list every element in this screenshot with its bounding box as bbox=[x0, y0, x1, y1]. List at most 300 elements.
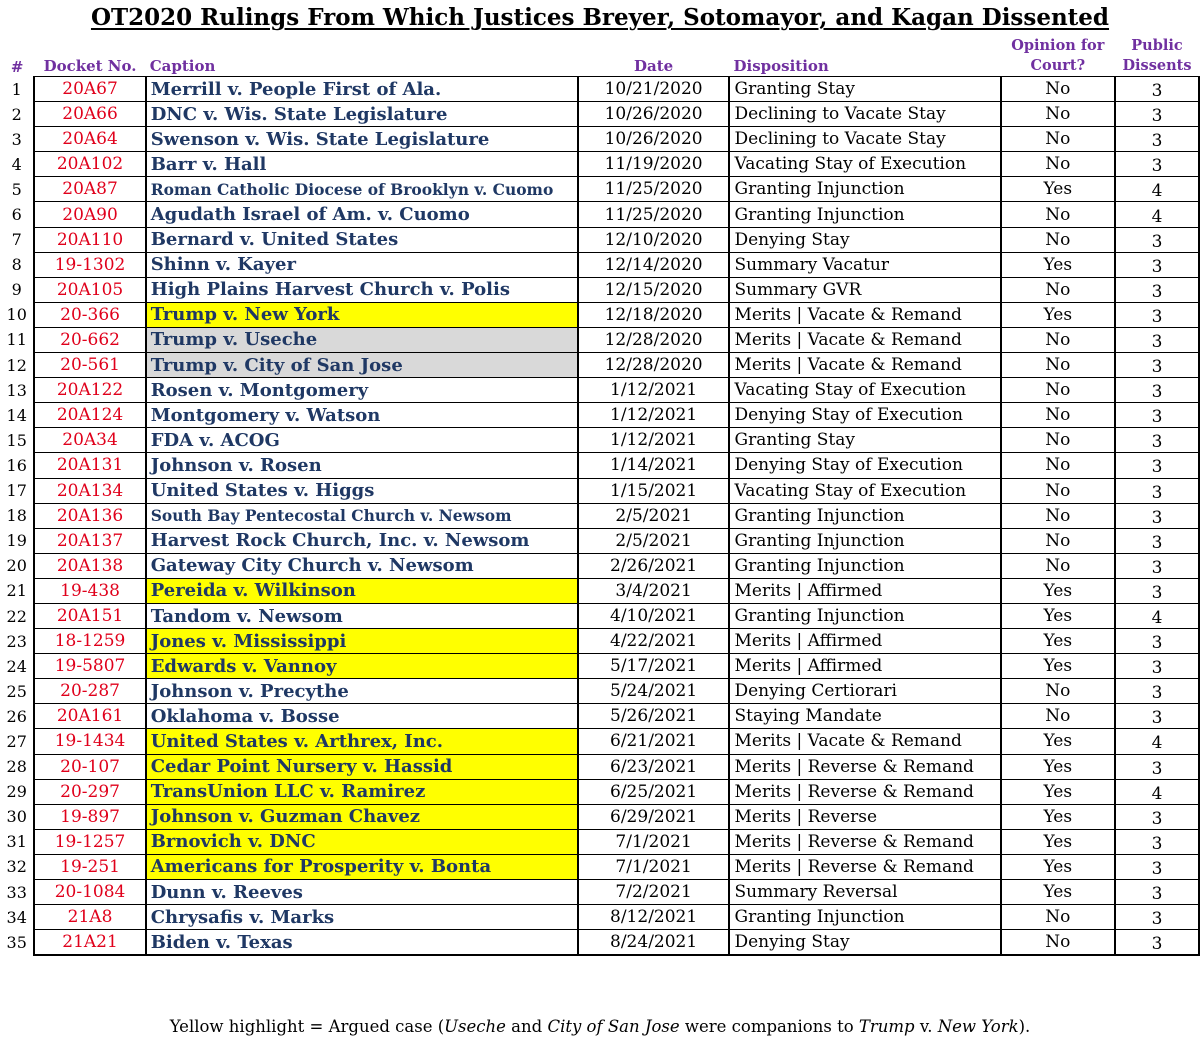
case-caption: Agudath Israel of Am. v. Cuomo bbox=[146, 202, 578, 227]
ruling-date: 12/10/2020 bbox=[578, 227, 730, 252]
opinion-for-court: No bbox=[1001, 202, 1115, 227]
case-caption: United States v. Higgs bbox=[146, 478, 578, 503]
disposition: Granting Injunction bbox=[729, 603, 1000, 628]
footnote-trump: Trump bbox=[858, 1017, 915, 1036]
ruling-date: 8/24/2021 bbox=[578, 930, 730, 956]
docket-number: 20-107 bbox=[34, 754, 145, 779]
table-row bbox=[0, 603, 1199, 628]
ruling-date: 1/14/2021 bbox=[578, 453, 730, 478]
ruling-date: 7/1/2021 bbox=[578, 854, 730, 879]
public-dissents: 3 bbox=[1115, 428, 1199, 453]
public-dissents: 3 bbox=[1115, 754, 1199, 779]
table-row bbox=[0, 378, 1199, 403]
table-row bbox=[0, 880, 1199, 905]
header-caption: Caption bbox=[149, 57, 216, 75]
table-row bbox=[0, 629, 1199, 654]
opinion-for-court: Yes bbox=[1001, 578, 1115, 603]
opinion-for-court: No bbox=[1001, 428, 1115, 453]
ruling-date: 10/21/2020 bbox=[578, 77, 730, 102]
public-dissents: 3 bbox=[1115, 227, 1199, 252]
opinion-for-court: No bbox=[1001, 327, 1115, 352]
ruling-date: 2/5/2021 bbox=[578, 528, 730, 553]
ruling-date: 12/28/2020 bbox=[578, 353, 730, 378]
public-dissents: 3 bbox=[1115, 403, 1199, 428]
ruling-date: 11/25/2020 bbox=[578, 177, 730, 202]
docket-number: 20A105 bbox=[34, 277, 145, 302]
public-dissents: 3 bbox=[1115, 528, 1199, 553]
header-docket: Docket No. bbox=[43, 57, 137, 75]
case-caption: Roman Catholic Diocese of Brooklyn v. Cuomo bbox=[146, 177, 578, 202]
case-caption: United States v. Arthrex, Inc. bbox=[146, 729, 578, 754]
disposition: Declining to Vacate Stay bbox=[729, 127, 1000, 152]
docket-number: 20A67 bbox=[34, 77, 145, 102]
table-row bbox=[0, 302, 1199, 327]
docket-number: 20-287 bbox=[34, 679, 145, 704]
opinion-for-court: No bbox=[1001, 930, 1115, 956]
header-opinion-line2: Court? bbox=[1030, 57, 1086, 74]
row-number: 17 bbox=[6, 481, 27, 501]
opinion-for-court: Yes bbox=[1001, 754, 1115, 779]
docket-number: 20A34 bbox=[34, 428, 145, 453]
row-number: 18 bbox=[6, 506, 27, 526]
public-dissents: 3 bbox=[1115, 880, 1199, 905]
public-dissents: 3 bbox=[1115, 152, 1199, 177]
table-row bbox=[0, 327, 1199, 352]
docket-number: 20A124 bbox=[34, 403, 145, 428]
table-row bbox=[0, 478, 1199, 503]
table-row bbox=[0, 729, 1199, 754]
public-dissents: 3 bbox=[1115, 804, 1199, 829]
disposition: Merits | Reverse & Remand bbox=[729, 779, 1000, 804]
case-caption: DNC v. Wis. State Legislature bbox=[146, 102, 578, 127]
docket-number: 19-5807 bbox=[34, 654, 145, 679]
disposition: Merits | Vacate & Remand bbox=[729, 353, 1000, 378]
ruling-date: 12/28/2020 bbox=[578, 327, 730, 352]
case-caption: Bernard v. United States bbox=[146, 227, 578, 252]
disposition: Denying Stay bbox=[729, 930, 1000, 956]
case-caption: FDA v. ACOG bbox=[146, 428, 578, 453]
disposition: Vacating Stay of Execution bbox=[729, 152, 1000, 177]
row-number: 1 bbox=[11, 79, 22, 99]
ruling-date: 1/15/2021 bbox=[578, 478, 730, 503]
header-opinion bbox=[1001, 36, 1115, 77]
disposition: Granting Injunction bbox=[729, 503, 1000, 528]
table-row bbox=[0, 353, 1199, 378]
docket-number: 21A8 bbox=[34, 905, 145, 930]
ruling-date: 12/15/2020 bbox=[578, 277, 730, 302]
case-caption: Shinn v. Kayer bbox=[146, 252, 578, 277]
disposition: Merits | Vacate & Remand bbox=[729, 302, 1000, 327]
table-row bbox=[0, 277, 1199, 302]
disposition: Denying Stay of Execution bbox=[729, 403, 1000, 428]
row-number: 28 bbox=[6, 757, 27, 777]
public-dissents: 4 bbox=[1115, 177, 1199, 202]
opinion-for-court: Yes bbox=[1001, 603, 1115, 628]
table-row bbox=[0, 77, 1199, 102]
table-row bbox=[0, 152, 1199, 177]
public-dissents: 3 bbox=[1115, 578, 1199, 603]
case-caption: Johnson v. Guzman Chavez bbox=[146, 804, 578, 829]
row-number: 22 bbox=[6, 606, 27, 626]
case-caption: High Plains Harvest Church v. Polis bbox=[146, 277, 578, 302]
opinion-for-court: No bbox=[1001, 478, 1115, 503]
case-caption: Rosen v. Montgomery bbox=[146, 378, 578, 403]
disposition: Vacating Stay of Execution bbox=[729, 478, 1000, 503]
ruling-date: 10/26/2020 bbox=[578, 127, 730, 152]
public-dissents: 3 bbox=[1115, 679, 1199, 704]
table-row bbox=[0, 528, 1199, 553]
ruling-date: 12/18/2020 bbox=[578, 302, 730, 327]
ruling-date: 8/12/2021 bbox=[578, 905, 730, 930]
table-row bbox=[0, 177, 1199, 202]
table-row bbox=[0, 503, 1199, 528]
ruling-date: 7/2/2021 bbox=[578, 880, 730, 905]
ruling-date: 11/25/2020 bbox=[578, 202, 730, 227]
ruling-date: 2/26/2021 bbox=[578, 553, 730, 578]
row-number: 4 bbox=[11, 154, 22, 174]
public-dissents: 3 bbox=[1115, 654, 1199, 679]
public-dissents: 3 bbox=[1115, 629, 1199, 654]
footnote-useche: Useche bbox=[444, 1017, 506, 1036]
disposition: Merits | Reverse & Remand bbox=[729, 829, 1000, 854]
case-caption: TransUnion LLC v. Ramirez bbox=[146, 779, 578, 804]
ruling-date: 1/12/2021 bbox=[578, 428, 730, 453]
public-dissents: 3 bbox=[1115, 905, 1199, 930]
ruling-date: 1/12/2021 bbox=[578, 378, 730, 403]
opinion-for-court: No bbox=[1001, 453, 1115, 478]
docket-number: 20A136 bbox=[34, 503, 145, 528]
header-num: # bbox=[10, 57, 24, 76]
case-caption: Tandom v. Newsom bbox=[146, 603, 578, 628]
public-dissents: 3 bbox=[1115, 102, 1199, 127]
table-row bbox=[0, 704, 1199, 729]
table-row bbox=[0, 252, 1199, 277]
docket-number: 19-251 bbox=[34, 854, 145, 879]
public-dissents: 4 bbox=[1115, 202, 1199, 227]
row-number: 6 bbox=[11, 205, 22, 225]
opinion-for-court: Yes bbox=[1001, 779, 1115, 804]
table-row bbox=[0, 202, 1199, 227]
case-caption: Oklahoma v. Bosse bbox=[146, 704, 578, 729]
footnote-part4: v. bbox=[914, 1017, 938, 1036]
opinion-for-court: No bbox=[1001, 503, 1115, 528]
opinion-for-court: Yes bbox=[1001, 654, 1115, 679]
ruling-date: 5/24/2021 bbox=[578, 679, 730, 704]
ruling-date: 3/4/2021 bbox=[578, 578, 730, 603]
disposition: Granting Injunction bbox=[729, 177, 1000, 202]
opinion-for-court: No bbox=[1001, 553, 1115, 578]
docket-number: 19-438 bbox=[34, 578, 145, 603]
table-row bbox=[0, 428, 1199, 453]
ruling-date: 10/26/2020 bbox=[578, 102, 730, 127]
opinion-for-court: No bbox=[1001, 403, 1115, 428]
case-caption: Johnson v. Rosen bbox=[146, 453, 578, 478]
disposition: Declining to Vacate Stay bbox=[729, 102, 1000, 127]
public-dissents: 3 bbox=[1115, 553, 1199, 578]
disposition: Merits | Affirmed bbox=[729, 629, 1000, 654]
opinion-for-court: No bbox=[1001, 679, 1115, 704]
public-dissents: 4 bbox=[1115, 779, 1199, 804]
docket-number: 20-297 bbox=[34, 779, 145, 804]
opinion-for-court: No bbox=[1001, 127, 1115, 152]
opinion-for-court: No bbox=[1001, 77, 1115, 102]
docket-number: 20A151 bbox=[34, 603, 145, 628]
ruling-date: 5/17/2021 bbox=[578, 654, 730, 679]
public-dissents: 3 bbox=[1115, 453, 1199, 478]
public-dissents: 3 bbox=[1115, 302, 1199, 327]
opinion-for-court: No bbox=[1001, 152, 1115, 177]
row-number: 32 bbox=[6, 857, 27, 877]
opinion-for-court: No bbox=[1001, 528, 1115, 553]
row-number: 19 bbox=[6, 531, 27, 551]
disposition: Merits | Affirmed bbox=[729, 578, 1000, 603]
table-row bbox=[0, 779, 1199, 804]
opinion-for-court: Yes bbox=[1001, 302, 1115, 327]
public-dissents: 3 bbox=[1115, 378, 1199, 403]
public-dissents: 3 bbox=[1115, 277, 1199, 302]
row-number: 35 bbox=[6, 932, 27, 952]
disposition: Vacating Stay of Execution bbox=[729, 378, 1000, 403]
row-number: 2 bbox=[11, 104, 22, 124]
header-dissents bbox=[1115, 36, 1199, 77]
row-number: 26 bbox=[6, 706, 27, 726]
case-caption: Merrill v. People First of Ala. bbox=[146, 77, 578, 102]
ruling-date: 12/14/2020 bbox=[578, 252, 730, 277]
public-dissents: 3 bbox=[1115, 503, 1199, 528]
case-caption: Biden v. Texas bbox=[146, 930, 578, 956]
docket-number: 20A134 bbox=[34, 478, 145, 503]
disposition: Summary GVR bbox=[729, 277, 1000, 302]
row-number: 23 bbox=[6, 631, 27, 651]
case-caption: Edwards v. Vannoy bbox=[146, 654, 578, 679]
table-row bbox=[0, 754, 1199, 779]
case-caption: Chrysafis v. Marks bbox=[146, 905, 578, 930]
row-number: 30 bbox=[6, 807, 27, 827]
case-caption: Montgomery v. Watson bbox=[146, 403, 578, 428]
docket-number: 20-561 bbox=[34, 353, 145, 378]
disposition: Summary Vacatur bbox=[729, 252, 1000, 277]
disposition: Merits | Vacate & Remand bbox=[729, 327, 1000, 352]
opinion-for-court: Yes bbox=[1001, 854, 1115, 879]
docket-number: 20A66 bbox=[34, 102, 145, 127]
opinion-for-court: Yes bbox=[1001, 252, 1115, 277]
header-dissents-line1: Public bbox=[1131, 37, 1183, 54]
disposition: Staying Mandate bbox=[729, 704, 1000, 729]
footnote-part2: and bbox=[505, 1017, 548, 1036]
case-caption: Americans for Prosperity v. Bonta bbox=[146, 854, 578, 879]
opinion-for-court: Yes bbox=[1001, 177, 1115, 202]
table-row bbox=[0, 227, 1199, 252]
public-dissents: 3 bbox=[1115, 77, 1199, 102]
row-number: 25 bbox=[6, 681, 27, 701]
case-caption: Gateway City Church v. Newsom bbox=[146, 553, 578, 578]
docket-number: 20A64 bbox=[34, 127, 145, 152]
table-row bbox=[0, 578, 1199, 603]
docket-number: 20-1084 bbox=[34, 880, 145, 905]
table-row bbox=[0, 679, 1199, 704]
ruling-date: 7/1/2021 bbox=[578, 829, 730, 854]
docket-number: 20A87 bbox=[34, 177, 145, 202]
table-row bbox=[0, 403, 1199, 428]
docket-number: 19-897 bbox=[34, 804, 145, 829]
table-row bbox=[0, 829, 1199, 854]
docket-number: 20-662 bbox=[34, 327, 145, 352]
row-number: 5 bbox=[11, 179, 22, 199]
docket-number: 19-1257 bbox=[34, 829, 145, 854]
opinion-for-court: No bbox=[1001, 102, 1115, 127]
public-dissents: 3 bbox=[1115, 930, 1199, 956]
row-number: 7 bbox=[11, 230, 22, 250]
ruling-date: 4/10/2021 bbox=[578, 603, 730, 628]
docket-number: 19-1434 bbox=[34, 729, 145, 754]
ruling-date: 6/29/2021 bbox=[578, 804, 730, 829]
row-number: 9 bbox=[11, 280, 22, 300]
table-body bbox=[0, 77, 1199, 956]
disposition: Merits | Reverse & Remand bbox=[729, 854, 1000, 879]
footnote-part5: ). bbox=[1018, 1017, 1031, 1036]
table-row bbox=[0, 127, 1199, 152]
row-number: 33 bbox=[6, 882, 27, 902]
docket-number: 20A90 bbox=[34, 202, 145, 227]
docket-number: 19-1302 bbox=[34, 252, 145, 277]
disposition: Granting Stay bbox=[729, 77, 1000, 102]
row-number: 13 bbox=[6, 380, 27, 400]
ruling-date: 4/22/2021 bbox=[578, 629, 730, 654]
page-title: OT2020 Rulings From Which Justices Breyer, Sotomayor, and Kagan Dissented bbox=[90, 4, 1110, 31]
table-row bbox=[0, 102, 1199, 127]
rulings-table bbox=[0, 36, 1200, 956]
row-number: 14 bbox=[6, 405, 27, 425]
table-row bbox=[0, 905, 1199, 930]
ruling-date: 6/25/2021 bbox=[578, 779, 730, 804]
table-header-row bbox=[0, 36, 1199, 77]
public-dissents: 3 bbox=[1115, 478, 1199, 503]
opinion-for-court: No bbox=[1001, 378, 1115, 403]
row-number: 12 bbox=[6, 355, 27, 375]
docket-number: 20A110 bbox=[34, 227, 145, 252]
table-row bbox=[0, 553, 1199, 578]
public-dissents: 3 bbox=[1115, 829, 1199, 854]
header-dissents-line2: Dissents bbox=[1122, 57, 1192, 74]
row-number: 27 bbox=[6, 731, 27, 751]
row-number: 34 bbox=[6, 907, 27, 927]
docket-number: 20-366 bbox=[34, 302, 145, 327]
docket-number: 20A131 bbox=[34, 453, 145, 478]
disposition: Merits | Reverse & Remand bbox=[729, 754, 1000, 779]
case-caption: Dunn v. Reeves bbox=[146, 880, 578, 905]
header-opinion-line1: Opinion for bbox=[1011, 37, 1105, 54]
public-dissents: 3 bbox=[1115, 327, 1199, 352]
row-number: 20 bbox=[6, 556, 27, 576]
disposition: Merits | Affirmed bbox=[729, 654, 1000, 679]
footnote-new-york: New York bbox=[937, 1017, 1019, 1036]
case-caption: Brnovich v. DNC bbox=[146, 829, 578, 854]
case-caption: South Bay Pentecostal Church v. Newsom bbox=[146, 503, 578, 528]
row-number: 10 bbox=[6, 305, 27, 325]
case-caption: Harvest Rock Church, Inc. v. Newsom bbox=[146, 528, 578, 553]
footnote-part3: were companions to bbox=[679, 1017, 859, 1036]
public-dissents: 3 bbox=[1115, 252, 1199, 277]
opinion-for-court: Yes bbox=[1001, 729, 1115, 754]
case-caption: Barr v. Hall bbox=[146, 152, 578, 177]
row-number: 8 bbox=[11, 255, 22, 275]
public-dissents: 3 bbox=[1115, 353, 1199, 378]
opinion-for-court: Yes bbox=[1001, 629, 1115, 654]
row-number: 31 bbox=[6, 832, 27, 852]
disposition: Granting Stay bbox=[729, 428, 1000, 453]
docket-number: 20A137 bbox=[34, 528, 145, 553]
ruling-date: 6/23/2021 bbox=[578, 754, 730, 779]
public-dissents: 4 bbox=[1115, 729, 1199, 754]
public-dissents: 3 bbox=[1115, 854, 1199, 879]
docket-number: 21A21 bbox=[34, 930, 145, 956]
header-disposition: Disposition bbox=[733, 57, 829, 75]
table-row bbox=[0, 453, 1199, 478]
ruling-date: 2/5/2021 bbox=[578, 503, 730, 528]
table-row bbox=[0, 930, 1199, 956]
ruling-date: 11/19/2020 bbox=[578, 152, 730, 177]
row-number: 29 bbox=[6, 782, 27, 802]
docket-number: 20A102 bbox=[34, 152, 145, 177]
opinion-for-court: No bbox=[1001, 353, 1115, 378]
ruling-date: 1/12/2021 bbox=[578, 403, 730, 428]
disposition: Merits | Vacate & Remand bbox=[729, 729, 1000, 754]
table-row bbox=[0, 804, 1199, 829]
table-row bbox=[0, 854, 1199, 879]
public-dissents: 4 bbox=[1115, 603, 1199, 628]
disposition: Granting Injunction bbox=[729, 905, 1000, 930]
case-caption: Johnson v. Precythe bbox=[146, 679, 578, 704]
opinion-for-court: Yes bbox=[1001, 880, 1115, 905]
case-caption: Jones v. Mississippi bbox=[146, 629, 578, 654]
disposition: Denying Stay bbox=[729, 227, 1000, 252]
case-caption: Trump v. Useche bbox=[146, 327, 578, 352]
disposition: Denying Certiorari bbox=[729, 679, 1000, 704]
ruling-date: 6/21/2021 bbox=[578, 729, 730, 754]
public-dissents: 3 bbox=[1115, 127, 1199, 152]
row-number: 15 bbox=[6, 430, 27, 450]
footnote-san-jose: City of San Jose bbox=[547, 1017, 680, 1036]
row-number: 21 bbox=[6, 581, 27, 601]
footnote bbox=[0, 1017, 1200, 1036]
disposition: Granting Injunction bbox=[729, 202, 1000, 227]
case-caption: Cedar Point Nursery v. Hassid bbox=[146, 754, 578, 779]
row-number: 24 bbox=[6, 656, 27, 676]
opinion-for-court: Yes bbox=[1001, 829, 1115, 854]
docket-number: 20A161 bbox=[34, 704, 145, 729]
disposition: Denying Stay of Execution bbox=[729, 453, 1000, 478]
disposition: Merits | Reverse bbox=[729, 804, 1000, 829]
opinion-for-court: No bbox=[1001, 905, 1115, 930]
docket-number: 18-1259 bbox=[34, 629, 145, 654]
disposition: Granting Injunction bbox=[729, 553, 1000, 578]
disposition: Granting Injunction bbox=[729, 528, 1000, 553]
opinion-for-court: No bbox=[1001, 227, 1115, 252]
row-number: 11 bbox=[6, 330, 27, 350]
case-caption: Pereida v. Wilkinson bbox=[146, 578, 578, 603]
ruling-date: 5/26/2021 bbox=[578, 704, 730, 729]
table-row bbox=[0, 654, 1199, 679]
docket-number: 20A122 bbox=[34, 378, 145, 403]
footnote-part1: Yellow highlight = Argued case ( bbox=[169, 1017, 445, 1036]
case-caption: Trump v. New York bbox=[146, 302, 578, 327]
disposition: Summary Reversal bbox=[729, 880, 1000, 905]
case-caption: Swenson v. Wis. State Legislature bbox=[146, 127, 578, 152]
header-date: Date bbox=[634, 57, 674, 75]
row-number: 3 bbox=[11, 129, 22, 149]
opinion-for-court: Yes bbox=[1001, 804, 1115, 829]
row-number: 16 bbox=[6, 455, 27, 475]
